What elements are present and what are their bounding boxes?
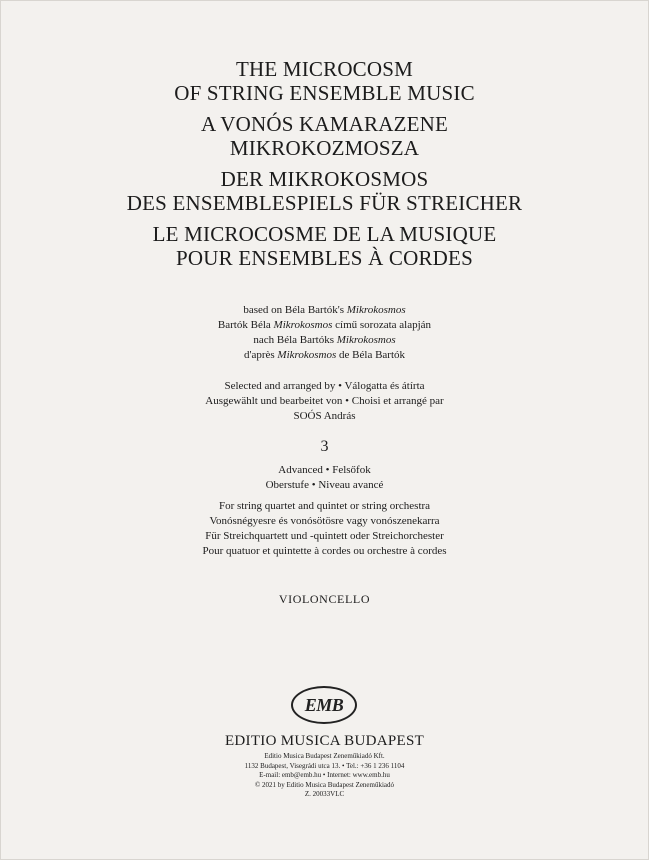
title-english (1, 57, 648, 105)
based-on-line: based on Béla Bartók's Mikrokosmos (243, 304, 406, 316)
publisher-name: EDITIO MUSICA BUDAPEST (224, 733, 425, 749)
arranger-block (1, 379, 648, 424)
imprint-line: E-mail: emb@emb.hu • Internet: www.emb.hu (259, 771, 390, 779)
title-line: DES ENSEMBLESPIELS FÜR STREICHER (126, 191, 523, 215)
title-line: A VONÓS KAMARAZENE (200, 112, 449, 136)
imprint-line: Editio Musica Budapest Zeneműkiadó Kft. (264, 752, 385, 760)
imprint-line: 1132 Budapest, Visegrádi utca 13. • Tel.: +36 1 236 1104 (244, 761, 405, 770)
based-on-block (1, 303, 648, 363)
scoring-line: Vonósnégyesre és vonósötösre vagy vonószenekarra (209, 515, 440, 527)
arranger-name: SOÓS András (293, 410, 356, 422)
emb-logo-text: EMB (304, 694, 344, 715)
scoring-line: For string quartet and quintet or string orchestra (218, 500, 431, 512)
scoring-line: Pour quatuor et quintette à cordes ou orchestre à cordes (202, 545, 447, 557)
level-block (1, 463, 648, 493)
based-on-line: d'après Mikrokosmos de Béla Bartók (243, 349, 406, 361)
level-line: Advanced • Felsőfok (278, 464, 371, 476)
emb-logo (291, 686, 357, 724)
arranger-line: Ausgewählt und bearbeitet von • Choisi et arrangé par (205, 395, 444, 407)
title-line: THE MICROCOSM (235, 57, 414, 81)
scoring-block (1, 499, 648, 559)
title-line: OF STRING ENSEMBLE MUSIC (174, 81, 475, 105)
level-line: Oberstufe • Niveau avancé (265, 479, 384, 491)
title-line: DER MIKROKOSMOS (220, 167, 429, 191)
title-german (1, 167, 648, 215)
instrument-name: VIOLONCELLO (278, 592, 371, 606)
volume-number: 3 (320, 438, 329, 455)
imprint-block (1, 752, 648, 800)
imprint-line: © 2021 by Editio Musica Budapest Zeneműkiadó (254, 780, 395, 789)
title-line: LE MICROCOSME DE LA MUSIQUE (152, 222, 497, 246)
arranger-line: Selected and arranged by • Válogatta és átírta (224, 380, 425, 392)
based-on-line: nach Béla Bartóks Mikrokosmos (253, 334, 396, 346)
scoring-line: Für Streichquartett und -quintett oder Streichorchester (205, 530, 444, 542)
title-block (1, 57, 648, 277)
title-line: MIKROKOZMOSZA (229, 136, 420, 160)
based-on-line: Bartók Béla Mikrokosmos című sorozata alapján (217, 319, 432, 331)
title-hungarian (1, 112, 648, 160)
title-french (1, 222, 648, 270)
title-line: POUR ENSEMBLES À CORDES (176, 246, 473, 270)
catalog-number: Z. 20033VLC (304, 790, 345, 798)
